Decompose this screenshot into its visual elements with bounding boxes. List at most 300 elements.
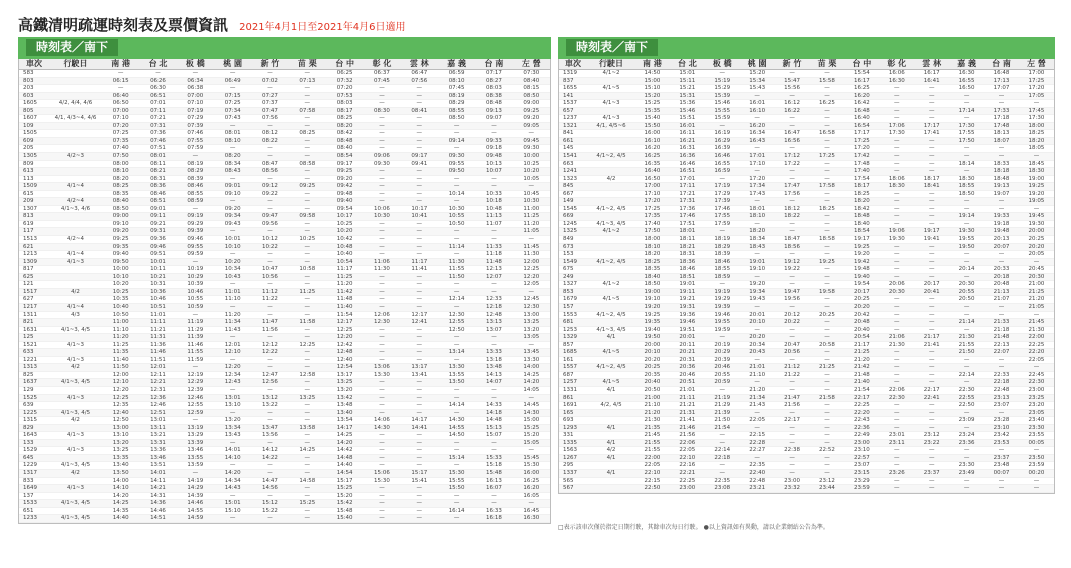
time-cell: — xyxy=(740,92,775,100)
time-cell: 14:20 xyxy=(513,379,550,387)
service-date-cell: 4/1 xyxy=(587,386,635,394)
time-cell: 17:34 xyxy=(740,183,775,191)
time-cell: 22:10 xyxy=(670,454,705,462)
time-cell: — xyxy=(775,356,810,364)
service-date-cell xyxy=(587,236,635,244)
time-cell: — xyxy=(289,432,326,440)
panel-tab-southbound[interactable]: 時刻表／南下 xyxy=(26,39,118,56)
time-cell: 16:01 xyxy=(670,122,705,130)
time-cell: — xyxy=(914,115,949,123)
time-cell: 19:46 xyxy=(670,319,705,327)
train-number-cell: 1655 xyxy=(559,85,587,93)
time-cell: 19:55 xyxy=(705,319,740,327)
time-cell: 07:34 xyxy=(214,107,251,115)
time-cell: — xyxy=(401,190,438,198)
time-cell: 22:43 xyxy=(844,417,879,425)
time-cell: — xyxy=(949,477,984,485)
time-cell: 22:21 xyxy=(670,469,705,477)
time-cell: — xyxy=(401,296,438,304)
table-row xyxy=(559,77,1054,85)
train-number-cell: 1245 xyxy=(559,220,587,228)
table-row xyxy=(559,236,1054,244)
time-cell: 06:37 xyxy=(363,70,400,78)
time-cell: — xyxy=(102,85,139,93)
time-cell: — xyxy=(810,115,845,123)
time-cell: — xyxy=(177,311,214,319)
time-cell: 11:43 xyxy=(214,326,251,334)
time-cell: 21:34 xyxy=(740,394,775,402)
time-cell: 11:01 xyxy=(139,311,176,319)
time-cell: — xyxy=(438,439,475,447)
table-row xyxy=(19,334,550,342)
time-cell: — xyxy=(289,198,326,206)
time-cell: 13:29 xyxy=(177,432,214,440)
time-cell: — xyxy=(401,236,438,244)
time-cell: — xyxy=(401,462,438,470)
time-cell: 14:10 xyxy=(102,485,139,493)
time-cell: 09:59 xyxy=(177,251,214,259)
time-cell: 21:06 xyxy=(879,334,914,342)
time-cell: 22:05 xyxy=(740,417,775,425)
time-cell: 20:22 xyxy=(775,319,810,327)
time-cell: 22:40 xyxy=(740,469,775,477)
train-number-cell: 583 xyxy=(19,70,49,78)
time-cell: 20:40 xyxy=(844,326,879,334)
time-cell: 17:46 xyxy=(705,205,740,213)
time-cell: 17:48 xyxy=(844,160,879,168)
time-cell: 08:56 xyxy=(251,168,288,176)
time-cell: 19:20 xyxy=(635,303,670,311)
time-cell: 13:33 xyxy=(475,349,512,357)
train-number-cell: 805 xyxy=(19,107,49,115)
time-cell: 10:20 xyxy=(214,258,251,266)
time-cell: 22:52 xyxy=(810,447,845,455)
train-number-cell: 1319 xyxy=(559,70,587,78)
table-row xyxy=(19,130,550,138)
time-cell: 09:25 xyxy=(289,183,326,191)
table-header-row xyxy=(559,59,1054,70)
service-date-cell: 4/1~3 xyxy=(49,485,102,493)
service-date-cell: 4/1, 4/3~4, 4/6 xyxy=(49,115,102,123)
time-cell: — xyxy=(879,160,914,168)
time-cell: — xyxy=(949,145,984,153)
table-row xyxy=(19,379,550,387)
table-row xyxy=(559,190,1054,198)
time-cell: 00:07 xyxy=(984,469,1019,477)
time-cell: 22:10 xyxy=(635,469,670,477)
table-row xyxy=(19,349,550,357)
title-date-range: 2021年4月1日至2021年4月6日適用 xyxy=(239,22,406,33)
time-cell: — xyxy=(984,364,1019,372)
time-cell: 22:15 xyxy=(740,432,775,440)
time-cell: 17:43 xyxy=(740,190,775,198)
time-cell: — xyxy=(914,213,949,221)
table-row xyxy=(19,356,550,364)
time-cell: 19:21 xyxy=(670,296,705,304)
time-cell: 17:35 xyxy=(635,213,670,221)
time-cell: 06:15 xyxy=(102,77,139,85)
service-date-cell xyxy=(587,266,635,274)
time-cell: 20:25 xyxy=(1019,236,1054,244)
time-cell: 17:51 xyxy=(670,220,705,228)
time-cell: 22:35 xyxy=(705,477,740,485)
service-date-cell: 4/1~2, 4/5 xyxy=(587,153,635,161)
table-row xyxy=(559,281,1054,289)
time-cell: 11:06 xyxy=(363,258,400,266)
time-cell: — xyxy=(438,334,475,342)
time-cell: 11:29 xyxy=(177,326,214,334)
time-cell: 14:59 xyxy=(177,515,214,523)
time-cell: — xyxy=(879,447,914,455)
time-cell: 09:01 xyxy=(214,183,251,191)
time-cell: 07:00 xyxy=(102,107,139,115)
time-cell: 16:55 xyxy=(949,77,984,85)
time-cell: 14:06 xyxy=(363,417,400,425)
time-cell: — xyxy=(214,515,251,523)
time-cell: 13:20 xyxy=(513,326,550,334)
time-cell: 16:40 xyxy=(844,115,879,123)
time-cell: — xyxy=(289,364,326,372)
time-cell: — xyxy=(984,92,1019,100)
time-cell: 22:27 xyxy=(740,447,775,455)
time-cell: 16:01 xyxy=(740,100,775,108)
train-number-cell: 621 xyxy=(19,243,49,251)
table-row xyxy=(559,243,1054,251)
time-cell: 09:48 xyxy=(475,153,512,161)
time-cell: 20:51 xyxy=(670,379,705,387)
time-cell: — xyxy=(289,258,326,266)
time-cell: 10:50 xyxy=(102,311,139,319)
train-number-cell: 1317 xyxy=(19,469,49,477)
service-date-cell: 4/2~4 xyxy=(49,236,102,244)
time-cell: 14:22 xyxy=(251,454,288,462)
time-cell: — xyxy=(438,394,475,402)
table-row xyxy=(559,439,1054,447)
time-cell: 09:25 xyxy=(513,107,550,115)
time-cell: 18:33 xyxy=(984,160,1019,168)
table-row xyxy=(19,462,550,470)
train-number-cell: 113 xyxy=(19,175,49,183)
time-cell: 07:15 xyxy=(214,92,251,100)
time-cell: 14:00 xyxy=(102,477,139,485)
time-cell: 19:55 xyxy=(949,236,984,244)
time-cell: 08:40 xyxy=(513,77,550,85)
time-cell: — xyxy=(949,409,984,417)
time-cell: 18:06 xyxy=(879,175,914,183)
time-cell: — xyxy=(879,145,914,153)
time-cell: 15:12 xyxy=(251,500,288,508)
time-cell: — xyxy=(914,303,949,311)
time-cell: — xyxy=(775,220,810,228)
time-cell: 10:20 xyxy=(102,281,139,289)
time-cell: 18:20 xyxy=(740,228,775,236)
time-cell: — xyxy=(879,251,914,259)
time-cell: — xyxy=(289,190,326,198)
time-cell: 15:20 xyxy=(326,492,363,500)
time-cell: 11:20 xyxy=(214,311,251,319)
time-cell: 11:50 xyxy=(438,273,475,281)
train-number-cell: 129 xyxy=(19,386,49,394)
time-cell: — xyxy=(363,168,400,176)
time-cell: 19:19 xyxy=(705,288,740,296)
time-cell: 18:48 xyxy=(844,213,879,221)
time-cell: 21:42 xyxy=(844,364,879,372)
time-cell: 20:47 xyxy=(775,341,810,349)
time-cell: — xyxy=(810,281,845,289)
time-cell: — xyxy=(363,356,400,364)
time-cell: 19:00 xyxy=(1019,175,1054,183)
time-cell: 18:51 xyxy=(670,273,705,281)
time-cell: 09:36 xyxy=(139,236,176,244)
time-cell: 21:41 xyxy=(670,417,705,425)
time-cell: 16:54 xyxy=(844,122,879,130)
time-cell: — xyxy=(363,115,400,123)
time-cell: 07:58 xyxy=(289,107,326,115)
service-date-cell: 4/1~3 xyxy=(49,356,102,364)
time-cell: — xyxy=(879,198,914,206)
time-cell: — xyxy=(775,251,810,259)
time-cell: 21:33 xyxy=(984,319,1019,327)
train-number-cell: 673 xyxy=(559,243,587,251)
time-cell: — xyxy=(810,160,845,168)
table-row xyxy=(19,122,550,130)
time-cell: 10:39 xyxy=(177,281,214,289)
column-header: 雲 林 xyxy=(914,59,949,70)
time-cell: 12:46 xyxy=(177,394,214,402)
train-number-cell: 633 xyxy=(19,349,49,357)
train-number-cell: 1553 xyxy=(559,311,587,319)
time-cell: 21:22 xyxy=(775,371,810,379)
time-cell: 17:25 xyxy=(1019,77,1054,85)
train-number-cell: 615 xyxy=(19,190,49,198)
time-cell: — xyxy=(914,190,949,198)
table-row xyxy=(19,447,550,455)
service-date-cell: 4/1~3, 4/5 xyxy=(49,409,102,417)
time-cell: 17:29 xyxy=(705,190,740,198)
service-date-cell xyxy=(587,243,635,251)
time-cell: — xyxy=(810,439,845,447)
time-cell: — xyxy=(810,326,845,334)
time-cell: — xyxy=(914,349,949,357)
time-cell: 14:25 xyxy=(326,432,363,440)
table-row xyxy=(19,417,550,425)
time-cell: 11:20 xyxy=(326,281,363,289)
table-row xyxy=(559,258,1054,266)
column-header: 南 港 xyxy=(102,59,139,70)
time-cell: — xyxy=(984,205,1019,213)
time-cell: 13:46 xyxy=(177,447,214,455)
time-cell: 12:50 xyxy=(102,417,139,425)
time-cell: — xyxy=(879,220,914,228)
time-cell: 09:51 xyxy=(139,251,176,259)
table-row xyxy=(559,417,1054,425)
time-cell: 15:34 xyxy=(740,77,775,85)
table-row xyxy=(559,447,1054,455)
time-cell: — xyxy=(289,485,326,493)
time-cell: 20:13 xyxy=(984,236,1019,244)
service-date-cell xyxy=(587,432,635,440)
time-cell: 19:25 xyxy=(844,243,879,251)
table-row xyxy=(19,402,550,410)
time-cell: 21:07 xyxy=(984,296,1019,304)
train-number-cell: 1229 xyxy=(19,462,49,470)
time-cell: — xyxy=(401,183,438,191)
time-cell: 14:46 xyxy=(177,500,214,508)
table-row xyxy=(19,311,550,319)
time-cell: 13:01 xyxy=(214,394,251,402)
time-cell: — xyxy=(775,424,810,432)
time-cell: 09:01 xyxy=(139,205,176,213)
time-cell: — xyxy=(289,122,326,130)
time-cell: — xyxy=(810,228,845,236)
train-number-cell: 829 xyxy=(19,424,49,432)
table-row xyxy=(19,220,550,228)
time-cell: 13:11 xyxy=(139,424,176,432)
time-cell: — xyxy=(740,326,775,334)
time-cell: 09:00 xyxy=(513,100,550,108)
table-row xyxy=(19,115,550,123)
time-cell: 21:55 xyxy=(635,447,670,455)
time-cell: 20:19 xyxy=(705,341,740,349)
time-cell: 17:05 xyxy=(1019,92,1054,100)
time-cell: 07:55 xyxy=(177,137,214,145)
time-cell: — xyxy=(289,417,326,425)
train-number-cell: 133 xyxy=(19,439,49,447)
time-cell: 15:47 xyxy=(775,77,810,85)
time-cell: 22:15 xyxy=(635,477,670,485)
time-cell: 23:22 xyxy=(914,439,949,447)
time-cell: 07:31 xyxy=(139,122,176,130)
time-cell: 12:29 xyxy=(177,379,214,387)
time-cell: — xyxy=(289,296,326,304)
time-cell: 16:13 xyxy=(475,477,512,485)
train-number-cell: 825 xyxy=(19,371,49,379)
panel-tab-southbound[interactable]: 時刻表／南下 xyxy=(566,39,658,56)
time-cell: 11:54 xyxy=(326,311,363,319)
time-cell: — xyxy=(705,439,740,447)
time-cell: — xyxy=(475,236,512,244)
time-cell: 19:14 xyxy=(949,213,984,221)
time-cell: 12:12 xyxy=(251,341,288,349)
time-cell: 07:43 xyxy=(214,115,251,123)
service-date-cell xyxy=(587,273,635,281)
time-cell: 15:10 xyxy=(214,507,251,515)
time-cell: — xyxy=(879,417,914,425)
service-date-cell: 4/1~2 xyxy=(587,281,635,289)
time-cell: 14:19 xyxy=(177,477,214,485)
time-cell: 09:18 xyxy=(475,145,512,153)
time-cell: 22:07 xyxy=(984,349,1019,357)
time-cell: 21:56 xyxy=(670,432,705,440)
time-cell: — xyxy=(1019,153,1054,161)
time-cell: 11:46 xyxy=(139,349,176,357)
time-cell: 07:25 xyxy=(102,130,139,138)
table-row xyxy=(19,137,550,145)
time-cell: — xyxy=(810,462,845,470)
time-cell: — xyxy=(438,251,475,259)
service-date-cell xyxy=(49,281,102,289)
time-cell: 00:20 xyxy=(1019,469,1054,477)
time-cell: 07:00 xyxy=(177,92,214,100)
time-cell: 11:30 xyxy=(363,266,400,274)
time-cell: 11:10 xyxy=(214,296,251,304)
time-cell: — xyxy=(879,243,914,251)
time-cell: — xyxy=(810,334,845,342)
time-cell: 09:55 xyxy=(438,160,475,168)
time-cell: 18:30 xyxy=(949,175,984,183)
time-cell: — xyxy=(914,379,949,387)
time-cell: — xyxy=(810,175,845,183)
time-cell: 18:43 xyxy=(740,243,775,251)
train-number-cell: 817 xyxy=(19,266,49,274)
time-cell: 14:21 xyxy=(139,485,176,493)
time-cell: 22:50 xyxy=(635,485,670,493)
time-cell: — xyxy=(914,92,949,100)
time-cell: 06:25 xyxy=(326,70,363,78)
table-row xyxy=(559,288,1054,296)
time-cell: — xyxy=(363,145,400,153)
service-date-cell xyxy=(587,417,635,425)
time-cell: 08:43 xyxy=(214,168,251,176)
time-cell: 22:18 xyxy=(705,454,740,462)
time-cell: 08:10 xyxy=(214,137,251,145)
time-cell: 23:30 xyxy=(1019,424,1054,432)
train-number-cell: 1545 xyxy=(559,205,587,213)
service-date-cell: 4/1~2 xyxy=(587,228,635,236)
time-cell: 17:46 xyxy=(670,213,705,221)
train-number-cell: 209 xyxy=(19,198,49,206)
service-date-cell: 4/1, 4/5~6 xyxy=(587,122,635,130)
time-cell: 15:55 xyxy=(705,107,740,115)
time-cell: — xyxy=(251,145,288,153)
time-cell: 16:10 xyxy=(740,107,775,115)
time-cell: — xyxy=(984,485,1019,493)
time-cell: 13:40 xyxy=(102,462,139,470)
time-cell: — xyxy=(251,258,288,266)
time-cell: — xyxy=(401,228,438,236)
time-cell: 20:18 xyxy=(984,273,1019,281)
time-cell: — xyxy=(914,409,949,417)
time-cell: — xyxy=(214,122,251,130)
time-cell: — xyxy=(438,356,475,364)
time-cell: 07:17 xyxy=(475,70,512,78)
table-row xyxy=(19,236,550,244)
time-cell: 06:38 xyxy=(177,85,214,93)
train-number-cell: 1513 xyxy=(19,236,49,244)
table-row xyxy=(19,296,550,304)
time-cell: 16:33 xyxy=(475,507,512,515)
time-cell: 23:59 xyxy=(1019,462,1054,470)
time-cell: 17:17 xyxy=(844,130,879,138)
time-cell: — xyxy=(214,70,251,78)
time-cell: — xyxy=(914,251,949,259)
time-cell: — xyxy=(401,500,438,508)
time-cell: 21:10 xyxy=(635,402,670,410)
time-cell: 23:20 xyxy=(1019,402,1054,410)
time-cell: 10:48 xyxy=(475,205,512,213)
train-number-cell: 153 xyxy=(559,251,587,259)
time-cell: 17:01 xyxy=(740,153,775,161)
service-date-cell xyxy=(587,356,635,364)
time-cell: — xyxy=(914,326,949,334)
service-date-cell: 4/1~2, 4/5 xyxy=(587,258,635,266)
time-cell: 10:20 xyxy=(326,228,363,236)
time-cell: — xyxy=(363,183,400,191)
service-date-cell xyxy=(49,319,102,327)
time-cell: 13:30 xyxy=(363,371,400,379)
time-cell: — xyxy=(879,326,914,334)
time-cell: 20:30 xyxy=(949,281,984,289)
